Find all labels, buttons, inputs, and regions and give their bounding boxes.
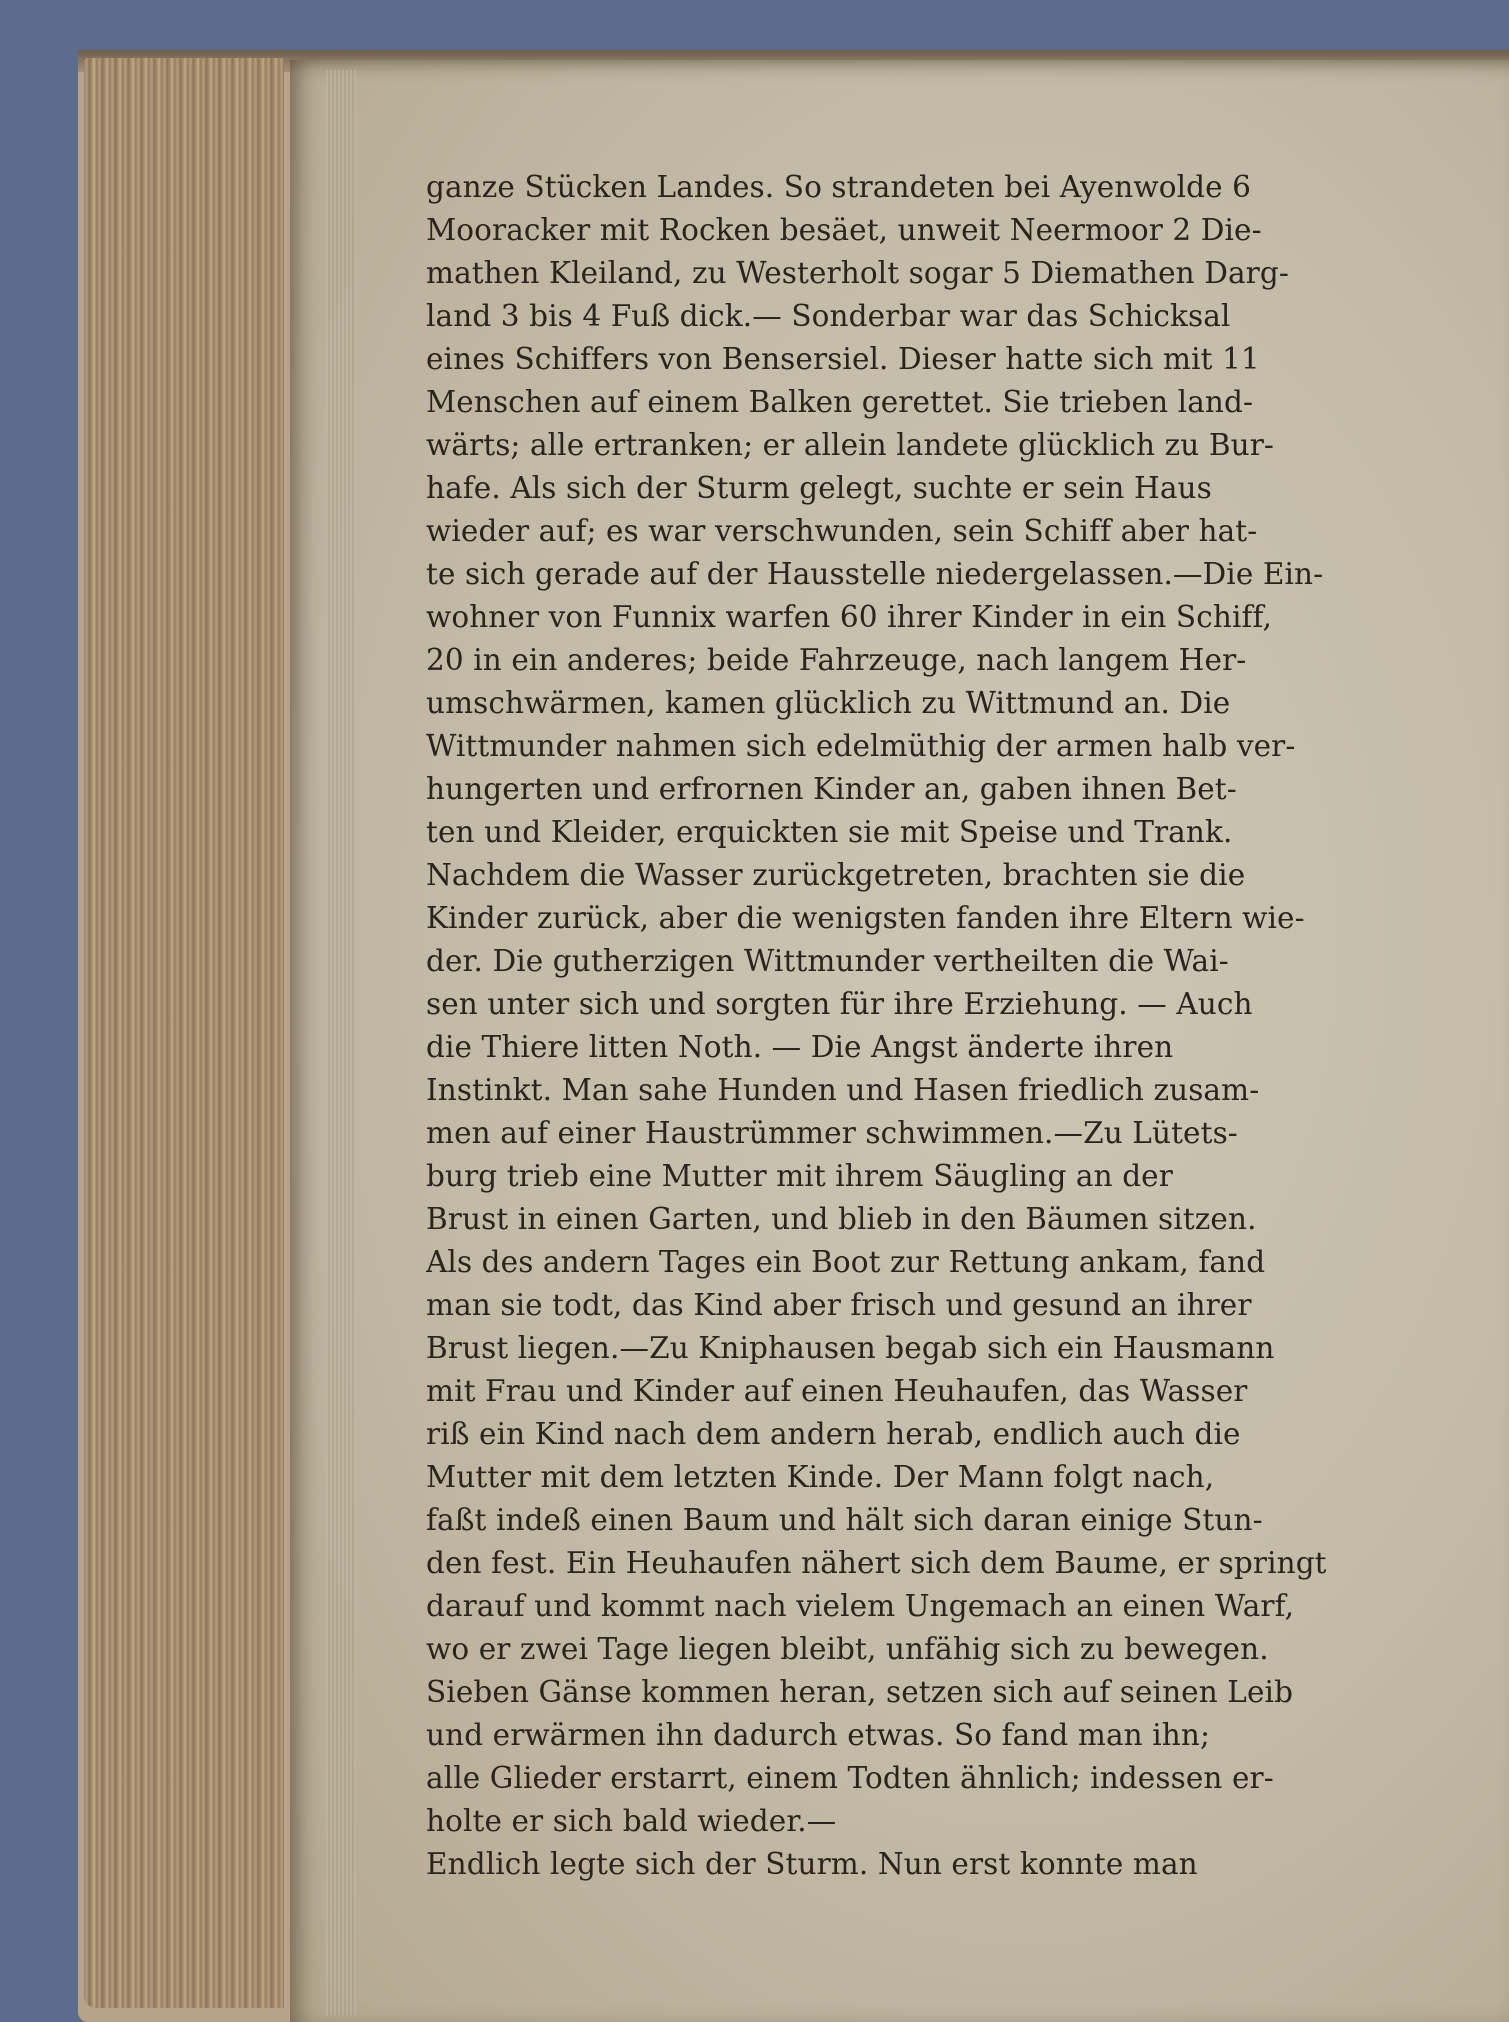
text-line: ten und Kleider, erquickten sie mit Speise und Trank.: [426, 815, 1233, 849]
text-line: Nachdem die Wasser zurückgetreten, brachten sie die: [426, 858, 1246, 892]
text-line: mit Frau und Kinder auf einen Heuhaufen, das Wasser: [426, 1374, 1248, 1408]
page-stack-shadow: [326, 70, 356, 2015]
text-line: mathen Kleiland, zu Westerholt sogar 5 Diemathen Darg-: [426, 256, 1289, 290]
text-line: hungerten und erfrornen Kinder an, gaben ihnen Bet-: [426, 772, 1237, 806]
text-line: den fest. Ein Heuhaufen nähert sich dem Baume, er springt: [426, 1546, 1327, 1580]
text-line: die Thiere litten Noth. — Die Angst änderte ihren: [426, 1030, 1174, 1064]
text-line: und erwärmen ihn dadurch etwas. So fand man ihn;: [426, 1718, 1210, 1752]
text-line: alle Glieder erstarrt, einem Todten ähnlich; indessen er-: [426, 1761, 1274, 1795]
text-line: Wittmunder nahmen sich edelmüthig der armen halb ver-: [426, 729, 1296, 763]
text-line: Kinder zurück, aber die wenigsten fanden ihre Eltern wie-: [426, 901, 1305, 935]
text-line: wieder auf; es war verschwunden, sein Schiff aber hat-: [426, 514, 1258, 548]
page-edges: [84, 58, 284, 2008]
text-line: umschwärmen, kamen glücklich zu Wittmund an. Die: [426, 686, 1231, 720]
text-line: faßt indeß einen Baum und hält sich daran einige Stun-: [426, 1503, 1263, 1537]
text-line: wo er zwei Tage liegen bleibt, unfähig sich zu bewegen.: [426, 1632, 1269, 1666]
text-line: men auf einer Haustrümmer schwimmen.—Zu Lütets-: [426, 1116, 1238, 1150]
text-line: der. Die gutherzigen Wittmunder vertheilten die Wai-: [426, 944, 1229, 978]
text-line: Menschen auf einem Balken gerettet. Sie trieben land-: [426, 385, 1254, 419]
text-line: Mutter mit dem letzten Kinde. Der Mann folgt nach,: [426, 1460, 1215, 1494]
text-line: wohner von Funnix warfen 60 ihrer Kinder in ein Schiff,: [426, 600, 1272, 634]
text-line: hafe. Als sich der Sturm gelegt, suchte er sein Haus: [426, 471, 1212, 505]
text-line: wärts; alle ertranken; er allein landete glücklich zu Bur-: [426, 428, 1274, 462]
text-line: Endlich legte sich der Sturm. Nun erst konnte man: [426, 1847, 1198, 1881]
text-line: holte er sich bald wieder.—: [426, 1804, 837, 1838]
text-line: te sich gerade auf der Hausstelle niedergelassen.—Die Ein-: [426, 557, 1324, 591]
text-line: Sieben Gänse kommen heran, setzen sich auf seinen Leib: [426, 1675, 1294, 1709]
text-line: sen unter sich und sorgten für ihre Erziehung. — Auch: [426, 987, 1253, 1021]
text-line: eines Schiffers von Bensersiel. Dieser hatte sich mit 11: [426, 342, 1260, 376]
text-line: Instinkt. Man sahe Hunden und Hasen friedlich zusam-: [426, 1073, 1260, 1107]
text-line: burg trieb eine Mutter mit ihrem Säugling an der: [426, 1159, 1173, 1193]
text-line: riß ein Kind nach dem andern herab, endlich auch die: [426, 1417, 1241, 1451]
text-line: land 3 bis 4 Fuß dick.— Sonderbar war das Schicksal: [426, 299, 1231, 333]
text-line: Brust in einen Garten, und blieb in den Bäumen sitzen.: [426, 1202, 1257, 1236]
text-line: Brust liegen.—Zu Kniphausen begab sich ein Hausmann: [426, 1331, 1275, 1365]
text-body: [426, 166, 1384, 1881]
text-line: ganze Stücken Landes. So strandeten bei Ayenwolde 6: [426, 170, 1252, 204]
text-line: man sie todt, das Kind aber frisch und gesund an ihrer: [426, 1288, 1252, 1322]
text-line: 20 in ein anderes; beide Fahrzeuge, nach langem Her-: [426, 643, 1247, 677]
text-line: darauf und kommt nach vielem Ungemach an einen Warf,: [426, 1589, 1295, 1623]
text-line: Mooracker mit Rocken besäet, unweit Neermoor 2 Die-: [426, 213, 1262, 247]
text-line: Als des andern Tages ein Boot zur Rettung ankam, fand: [426, 1245, 1266, 1279]
